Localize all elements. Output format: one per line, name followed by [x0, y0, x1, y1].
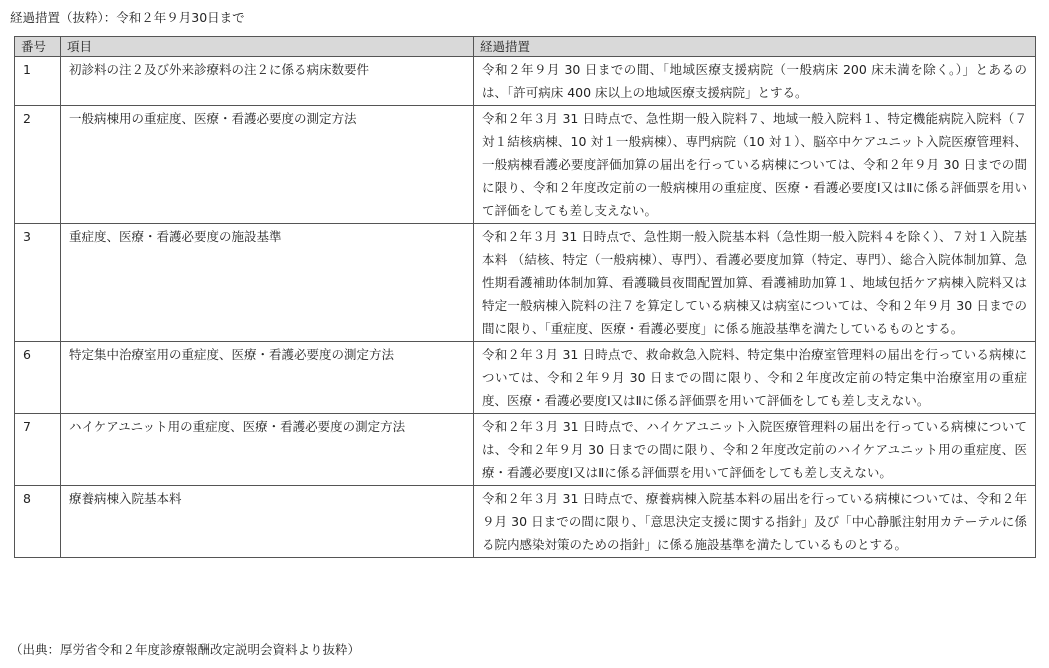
row-measure: 令和２年３月 31 日時点で、急性期一般入院基本料（急性期一般入院料４を除く）、７対１入院基本料 （結核、特定（一般病棟）、専門）、看護必要度加算（特定、専門）、総合入院体制加算、急性期看護補助体制加算、看護職員夜間配置加算、看護補助加算１、地域包括ケア病棟入院料又は特定一般病棟入院料の注７を算定している病棟又は病室については、令和２年９月 30 日までの間に限り、「重症度、医療・看護必要度」に係る施設基準を満たしているものとする。 — [474, 224, 1036, 342]
row-measure: 令和２年３月 31 日時点で、救命救急入院料、特定集中治療室管理料の届出を行っている病棟については、令和２年９月 30 日までの間に限り、令和２年度改定前の特定集中治療室用の重症度、医療・看護必要度Ⅰ又はⅡに係る評価票を用いて評価をしても差し支えない。 — [474, 342, 1036, 414]
column-header-number: 番号 — [15, 37, 61, 57]
table-row — [15, 106, 1036, 224]
row-measure: 令和２年３月 31 日時点で、ハイケアユニット入院医療管理料の届出を行っている病棟については、令和２年９月 30 日までの間に限り、令和２年度改定前のハイケアユニット用の重症度、医療・看護必要度Ⅰ又はⅡに係る評価票を用いて評価をしても差し支えない。 — [474, 414, 1036, 486]
column-header-item: 項目 — [61, 37, 474, 57]
table-row — [15, 414, 1036, 486]
transitional-measures-table — [14, 36, 1036, 558]
row-measure: 令和２年９月 30 日までの間、「地域医療支援病院（一般病床 200 床未満を除く。）」とあるのは、「許可病床 400 床以上の地域医療支援病院」とする。 — [474, 57, 1036, 106]
row-item: 特定集中治療室用の重症度、医療・看護必要度の測定方法 — [61, 342, 474, 414]
row-item: 療養病棟入院基本料 — [61, 486, 474, 558]
row-measure: 令和２年３月 31 日時点で、急性期一般入院料７、地域一般入院料１、特定機能病院入院料（７対１結核病棟、10 対１一般病棟）、専門病院（10 対１）、脳卒中ケアユニット入院医療管理料、一般病棟看護必要度評価加算の届出を行っている病棟については、令和２年９月 30 日までの間に限り、令和２年度改定前の一般病棟用の重症度、医療・看護必要度Ⅰ又はⅡに係る評価票を用いて評価をしても差し支えない。 — [474, 106, 1036, 224]
row-item: 重症度、医療・看護必要度の施設基準 — [61, 224, 474, 342]
row-number: 2 — [15, 106, 61, 224]
table-row — [15, 486, 1036, 558]
table-header-row — [15, 37, 1036, 57]
table-row — [15, 224, 1036, 342]
row-number: 1 — [15, 57, 61, 106]
row-item: 初診料の注２及び外来診療料の注２に係る病床数要件 — [61, 57, 474, 106]
row-number: 6 — [15, 342, 61, 414]
table-row — [15, 57, 1036, 106]
source-note: （出典：厚労省令和２年度診療報酬改定説明会資料より抜粋） — [10, 642, 361, 657]
row-number: 8 — [15, 486, 61, 558]
row-item: ハイケアユニット用の重症度、医療・看護必要度の測定方法 — [61, 414, 474, 486]
row-item: 一般病棟用の重症度、医療・看護必要度の測定方法 — [61, 106, 474, 224]
row-number: 7 — [15, 414, 61, 486]
table-row — [15, 342, 1036, 414]
row-number: 3 — [15, 224, 61, 342]
page-title: 経過措置（抜粋）：令和２年９月30日まで — [10, 10, 245, 25]
row-measure: 令和２年３月 31 日時点で、療養病棟入院基本料の届出を行っている病棟については、令和２年９月 30 日までの間に限り、「意思決定支援に関する指針」及び「中心静脈注射用カテーテルに係る院内感染対策のための指針」に係る施設基準を満たしているものとする。 — [474, 486, 1036, 558]
column-header-measure: 経過措置 — [474, 37, 1036, 57]
